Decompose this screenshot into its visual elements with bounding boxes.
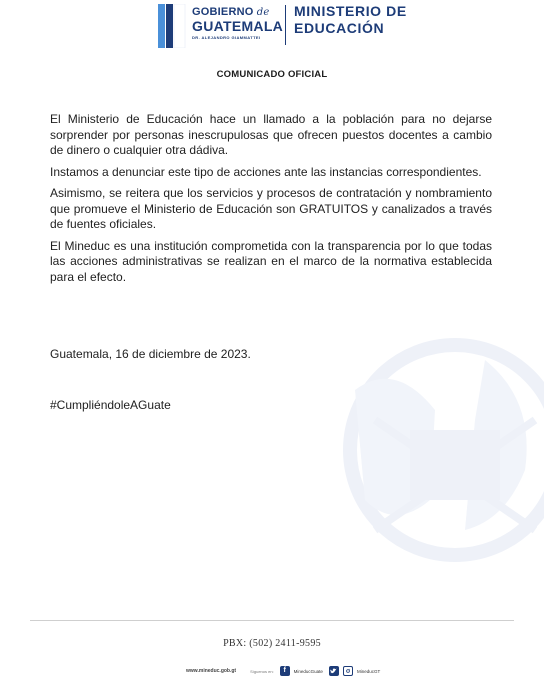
- website-link[interactable]: www.mineduc.gob.gt: [186, 668, 237, 674]
- footer-social-row: [186, 665, 382, 677]
- document-title: COMUNICADO OFICIAL: [216, 69, 328, 80]
- follow-label: Síguenos en:: [250, 668, 274, 674]
- facebook-icon[interactable]: f: [280, 666, 290, 676]
- paragraph: Instamos a denunciar este tipo de acciones ante las instancias correspondientes.: [50, 164, 482, 179]
- president-line: DR. ALEJANDRO GIAMMATTEI: [192, 35, 261, 40]
- document-date: Guatemala, 16 de diciembre de 2023.: [50, 347, 251, 361]
- pbx-phone: PBX: (502) 2411-9595: [223, 638, 321, 649]
- ministry-line-1: MINISTERIO DE: [294, 3, 407, 19]
- gobierno-logo: [192, 6, 284, 42]
- instagram-icon[interactable]: [343, 666, 353, 676]
- social-handle[interactable]: MineducGT: [356, 668, 381, 674]
- twitter-icon[interactable]: [329, 666, 339, 676]
- guatemala-flag-icon: [158, 4, 186, 48]
- de-word: de: [256, 7, 270, 18]
- document-body: [50, 112, 492, 291]
- ministry-logo: [294, 3, 407, 37]
- ministry-line-2: EDUCACIÓN: [294, 20, 385, 36]
- facebook-handle[interactable]: MineducGuate: [293, 668, 323, 674]
- paragraph: Asimismo, se reitera que los servicios y procesos de contratación y nombramiento que promueve el Ministerio de Educación son GRATUITOS y canalizados a través de fuentes oficiales.: [50, 186, 492, 231]
- paragraph: El Ministerio de Educación hace un llamado a la población para no dejarse sorprender por personas inescrupulosas que ofrecen puestos docentes a cambio de dinero o cualquier otra dádiva.: [50, 112, 492, 157]
- coat-of-arms-watermark: [335, 300, 544, 570]
- paragraph: El Mineduc es una institución comprometida con la transparencia por lo que todas las acciones administrativas se realizan en el marco de la normativa establecida para el efecto.: [50, 238, 492, 284]
- hashtag: #CumpliéndoleAGuate: [50, 398, 171, 412]
- footer-divider: [30, 620, 514, 621]
- gobierno-word: GOBIERNO: [192, 6, 254, 18]
- logo-divider: [285, 5, 286, 45]
- guatemala-word: GUATEMALA: [192, 18, 284, 34]
